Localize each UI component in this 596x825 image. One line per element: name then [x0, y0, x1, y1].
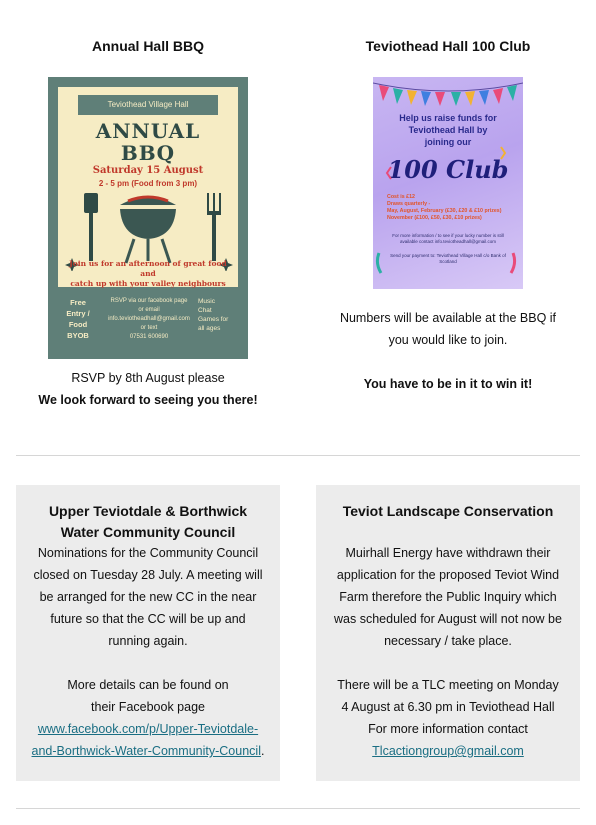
club-heading: Teviothead Hall 100 Club — [365, 38, 531, 54]
tlc-body-line: was scheduled for August will not now be — [334, 612, 562, 626]
facebook-link[interactable] — [16, 718, 280, 762]
spatula-icon — [84, 193, 98, 261]
club-section — [316, 36, 580, 395]
bbq-footer-right-1: Music — [198, 298, 215, 305]
council-body-line: Nominations for the Community Council — [37, 546, 259, 560]
tlc-body-line: necessary / take place. — [384, 634, 512, 648]
bbq-poster-image — [48, 77, 248, 359]
council-more-2: their Facebook page — [91, 700, 205, 714]
bbq-footer-left — [58, 297, 98, 341]
bbq-footer-mid-3: info.teviotheadhall@gmail.com — [108, 316, 190, 322]
bunting-decoration — [373, 77, 523, 107]
bbq-closing-text: We look forward to seeing you there! — [38, 393, 258, 407]
bbq-section — [16, 36, 280, 411]
club-poster-line-2: Teviothead Hall by — [408, 125, 488, 135]
bbq-footer-mid-2: or email — [138, 307, 160, 313]
bbq-poster-title-1: ANNUAL — [95, 119, 201, 143]
club-win-text: You have to be in it to win it! — [363, 377, 533, 391]
facebook-link-line-1[interactable]: www.facebook.com/p/Upper-Teviotdale- — [37, 722, 259, 736]
bbq-join-line-2: catch up with your valley neighbours — [70, 279, 226, 288]
bbq-rsvp-text: RSVP by 8th August please — [71, 371, 225, 385]
bbq-poster-title-2: BBQ — [120, 141, 176, 165]
tlc-meeting-2: 4 August at 6.30 pm in Teviothead Hall — [341, 700, 555, 714]
tlc-email-link[interactable]: Tlcactiongroup@gmail.com — [372, 744, 524, 758]
landscape-conservation-card — [316, 485, 580, 781]
council-title-2: Water Community Council — [60, 524, 236, 540]
council-body-line: closed on Tuesday 28 July. A meeting will — [33, 568, 263, 582]
divider-top — [16, 455, 580, 456]
club-payment-small: Send your payment to: Teviothead Village Hall c/o Bank of Scotland — [390, 253, 506, 264]
bbq-footer-left-1: Free — [70, 298, 86, 307]
council-body-line: be arranged for the new CC in the near — [39, 590, 257, 604]
bbq-footer-mid-5: 07531 600690 — [129, 334, 169, 340]
club-line-1: Numbers will be available at the BBQ if — [339, 311, 557, 325]
club-line-2: you would like to join. — [388, 333, 508, 347]
club-poster-details — [387, 194, 509, 222]
tlc-body-line: Muirhall Energy have withdrawn their — [345, 546, 551, 560]
divider-bottom — [16, 808, 580, 809]
bbq-footer-right-4: all ages — [198, 325, 221, 332]
fork-icon — [207, 193, 221, 261]
club-poster-image — [373, 77, 523, 289]
club-spacer — [316, 351, 580, 373]
tlc-meeting-3: For more information contact — [368, 722, 528, 736]
bbq-footer-right-3: Games for — [198, 316, 229, 323]
tlc-spacer — [316, 652, 580, 674]
bbq-poster-panel — [58, 87, 238, 287]
tlc-body-line: Farm therefore the Public Inquiry which — [339, 590, 557, 604]
tlc-body-line: application for the proposed Teviot Wind — [336, 568, 560, 582]
club-draws: Draws quarterly - — [387, 201, 431, 207]
bbq-footer-mid — [106, 297, 192, 342]
club-poster-line-3: joining our — [424, 137, 472, 147]
bbq-footer-mid-1: RSVP via our facebook page — [110, 298, 188, 304]
bbq-join-line-1: Join us for an afternoon of great food and — [69, 259, 227, 278]
tlc-body — [316, 542, 580, 762]
council-spacer — [16, 652, 280, 674]
tlc-title: Teviot Landscape Conservation — [342, 503, 554, 519]
facebook-link-end: . — [260, 744, 265, 758]
grill-icon — [120, 197, 176, 263]
tlc-meeting-1: There will be a TLC meeting on Monday — [337, 678, 559, 692]
bbq-footer-left-2: Entry / Food — [66, 309, 90, 329]
council-body-line: running again. — [108, 634, 188, 648]
bbq-footer-mid-4: or text — [140, 325, 158, 331]
bbq-poster-footer — [58, 295, 238, 347]
bbq-footer-right-2: Chat — [198, 307, 212, 314]
bbq-footer-right — [198, 297, 238, 333]
club-cost: Cost is £12 — [387, 194, 415, 200]
council-title-1: Upper Teviotdale & Borthwick — [48, 503, 248, 519]
bbq-footer-left-3: BYOB — [67, 331, 89, 340]
council-body-line: future so that the CC will be up and — [50, 612, 246, 626]
club-poster-big: 100 Club — [387, 155, 509, 184]
bbq-poster-join — [64, 259, 232, 289]
council-body — [16, 542, 280, 762]
club-poster-line-1: Help us raise funds for — [399, 113, 497, 123]
facebook-link-line-2[interactable]: and-Borthwick-Water-Community-Council — [31, 744, 261, 758]
club-november: November (£100, £50, £30, £10 prizes) — [387, 215, 482, 221]
council-more-1: More details can be found on — [67, 678, 229, 692]
community-council-card — [16, 485, 280, 781]
club-months: May, August, February (£30, £20 & £10 prizes) — [387, 208, 502, 214]
bbq-poster-banner: Teviothead Village Hall — [78, 95, 218, 115]
bbq-heading: Annual Hall BBQ — [91, 38, 204, 54]
bbq-poster-time: 2 - 5 pm (Food from 3 pm) — [98, 179, 198, 188]
tlc-title-spacer — [316, 522, 580, 543]
bbq-poster-date: Saturday 15 August — [92, 165, 204, 176]
club-contact-small: For more information / to see if your lucky number is still available contact info.teviotheadhall@gmail.com — [392, 233, 504, 244]
